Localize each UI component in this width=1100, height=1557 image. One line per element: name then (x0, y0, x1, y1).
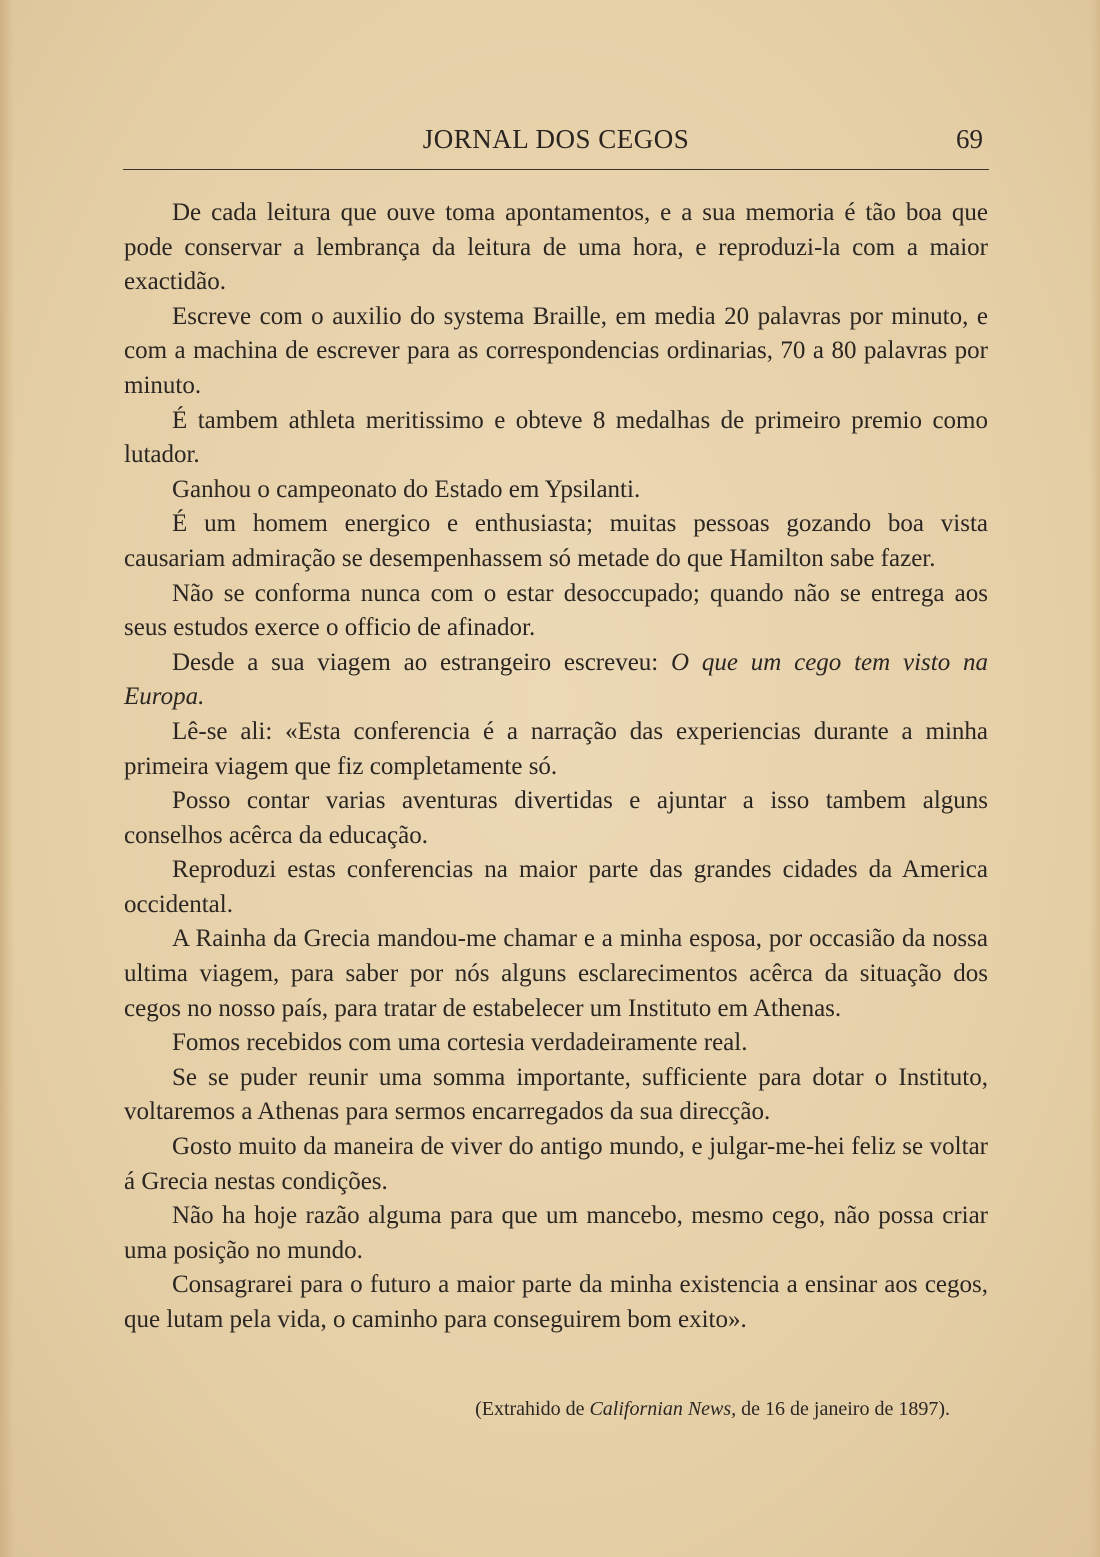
quote-paragraph: Consagrarei para o futuro a maior parte da minha existencia a ensinar aos cegos, que lutam pela vida, o caminho para conseguirem bom exito». (124, 1271, 988, 1333)
travel-paragraph (124, 646, 988, 715)
paragraph: Escreve com o auxilio do systema Braille, em media 20 palavras por minuto, e com a machina de escrever para as correspondencias ordinarias, 70 a 80 palavras por minuto. (124, 302, 988, 399)
quote-paragraph: Reproduzi estas conferencias na maior parte das grandes cidades da America occidental. (124, 856, 988, 918)
paragraph: É um homem energico e enthusiasta; muitas pessoas gozando boa vista causariam admiração se desempenhassem só metade do que Hamilton sabe fazer. (124, 510, 988, 572)
quote-paragraph: Gosto muito da maneira de viver do antigo mundo, e julgar-me-hei feliz se voltar á Grecia nestas condições. (124, 1133, 988, 1195)
quote-paragraph: A Rainha da Grecia mandou-me chamar e a minha esposa, por occasião da nossa ultima viagem, para saber por nós alguns esclarecimentos acêrca da situação dos cegos no nosso país, para tratar de estabelecer um Instituto em Athenas. (124, 925, 988, 1022)
source-prefix: (Extrahido de (475, 1398, 590, 1420)
quote-paragraph: Posso contar varias aventuras divertidas e ajuntar a isso tambem alguns conselhos acêrca da educação. (124, 787, 988, 849)
quote-paragraph: Não ha hoje razão alguma para que um mancebo, mesmo cego, não possa criar uma posição no mundo. (124, 1202, 988, 1264)
running-header (123, 120, 989, 160)
paragraph: De cada leitura que ouve toma apontamentos, e a sua memoria é tão boa que pode conservar a lembrança da leitura de uma hora, e reproduzi-la com a maior exactidão. (124, 199, 988, 296)
page-edge-right (1090, 0, 1100, 1557)
quote-paragraph: Se se puder reunir uma somma importante, sufficiente para dotar o Instituto, voltaremos a Athenas para sermos encarregados da sua direcção. (124, 1063, 988, 1126)
paragraph: Não se conforma nunca com o estar desoccupado; quando não se entrega aos seus estudos exerce o officio de afinador. (124, 579, 988, 642)
journal-title: JORNAL DOS CEGOS (422, 124, 690, 154)
page-edge-left (0, 0, 14, 1557)
header-rule (123, 169, 989, 170)
paragraph: Ganhou o campeonato do Estado em Ypsilanti. (172, 475, 641, 503)
quote-paragraph: Fomos recebidos com uma cortesia verdadeiramente real. (172, 1029, 748, 1057)
page-number: 69 (956, 124, 983, 154)
source-suffix: de 16 de janeiro de 1897). (736, 1398, 950, 1420)
source-publication: Californian News, (589, 1398, 737, 1420)
paragraph: É tambem athleta meritissimo e obteve 8 medalhas de primeiro premio como lutador. (124, 406, 988, 469)
source-citation (124, 1398, 950, 1421)
article-body (124, 196, 988, 1338)
book-title: O que um cego tem visto na Europa. (124, 648, 988, 711)
quote-paragraph: Lê-se ali: «Esta conferencia é a narração das experiencias durante a minha primeira viagem que fiz completamente só. (124, 717, 988, 780)
travel-lead: Desde a sua viagem ao estrangeiro escreveu: (172, 648, 672, 676)
